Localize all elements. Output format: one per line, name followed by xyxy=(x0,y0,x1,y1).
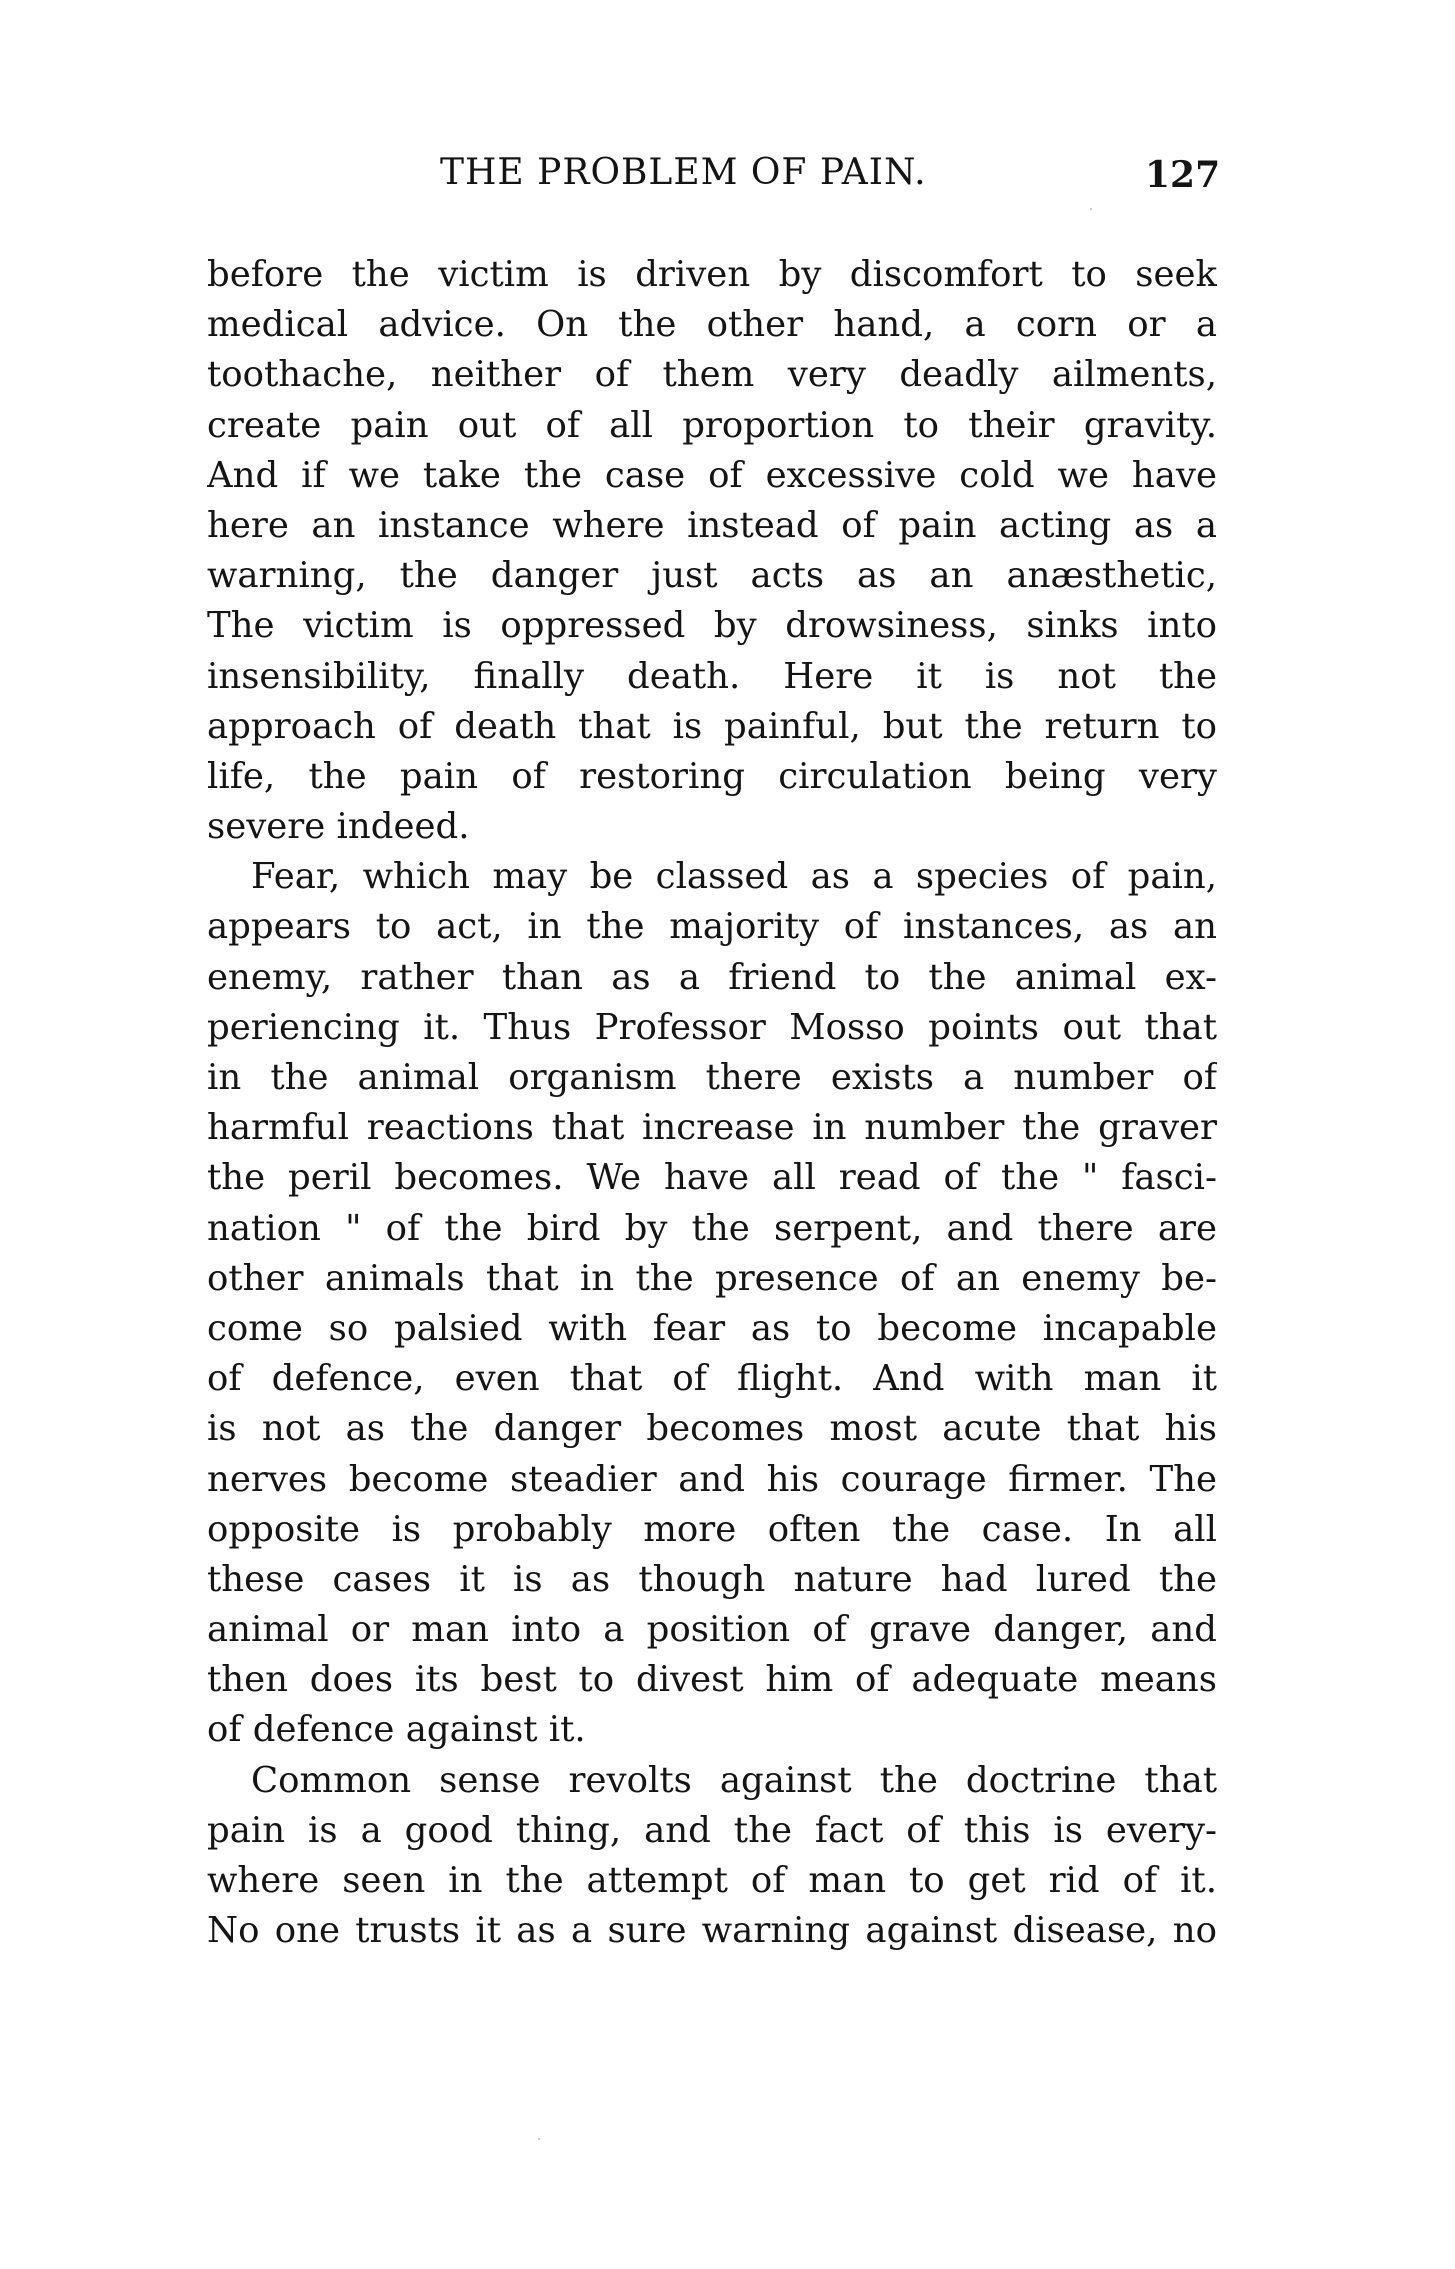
text-line: opposite is probably more often the case. In all xyxy=(207,1508,1217,1550)
text-line: approach of death that is painful, but the return to xyxy=(207,705,1217,747)
text-line: nerves become steadier and his courage firmer. The xyxy=(207,1458,1217,1500)
text-line: of defence, even that of flight. And with man it xyxy=(207,1358,1217,1400)
text-line: harmful reactions that increase in number the graver xyxy=(207,1107,1217,1149)
text-line: medical advice. On the other hand, a corn or a xyxy=(207,304,1217,346)
text-line: periencing it. Thus Professor Mosso points out that xyxy=(207,1006,1217,1048)
page-number: 127 xyxy=(1145,154,1221,196)
text-line: these cases it is as though nature had lured the xyxy=(207,1558,1217,1600)
page-header xyxy=(0,152,1455,212)
text-line: appears to act, in the majority of instances, as an xyxy=(207,906,1217,948)
text-line: warning, the danger just acts as an anæsthetic, xyxy=(207,555,1217,597)
text-line: And if we take the case of excessive cold we have xyxy=(207,454,1217,496)
text-line: where seen in the attempt of man to get rid of it. xyxy=(207,1860,1217,1901)
text-line: here an instance where instead of pain acting as a xyxy=(207,504,1217,546)
text-line: before the victim is driven by discomfort to seek xyxy=(207,254,1217,295)
paragraph-start-line: Fear, which may be classed as a species of pain, xyxy=(251,856,1217,898)
text-line: the peril becomes. We have all read of the " fasci- xyxy=(207,1157,1217,1199)
scan-speck xyxy=(1090,208,1092,210)
scan-speck xyxy=(538,2138,540,2140)
text-line: animal or man into a position of grave danger, and xyxy=(207,1609,1217,1651)
running-title: THE PROBLEM OF PAIN. xyxy=(440,152,927,193)
text-line: is not as the danger becomes most acute that his xyxy=(207,1408,1217,1450)
paragraph-start-line: Common sense revolts against the doctrine that xyxy=(251,1759,1217,1801)
text-line: toothache, neither of them very deadly ailments, xyxy=(207,354,1217,396)
text-line: No one trusts it as a sure warning against disease, no xyxy=(207,1910,1217,1952)
text-line: other animals that in the presence of an enemy be- xyxy=(207,1257,1217,1299)
text-line: create pain out of all proportion to their gravity. xyxy=(207,404,1217,446)
text-line: insensibility, finally death. Here it is not the xyxy=(207,655,1217,697)
text-line: enemy, rather than as a friend to the animal ex- xyxy=(207,956,1217,998)
text-line: come so palsied with fear as to become incapable xyxy=(207,1307,1217,1349)
text-line: The victim is oppressed by drowsiness, sinks into xyxy=(207,605,1217,647)
text-line: pain is a good thing, and the fact of this is every- xyxy=(207,1809,1217,1851)
text-line: then does its best to divest him of adequate means xyxy=(207,1659,1217,1701)
text-line: in the animal organism there exists a number of xyxy=(207,1057,1217,1098)
body-text xyxy=(207,250,1217,1956)
text-line: life, the pain of restoring circulation being very xyxy=(207,755,1217,797)
text-line: severe indeed. xyxy=(207,806,470,848)
text-line: nation " of the bird by the serpent, and there are xyxy=(207,1207,1217,1249)
text-line: of defence against it. xyxy=(207,1709,586,1751)
